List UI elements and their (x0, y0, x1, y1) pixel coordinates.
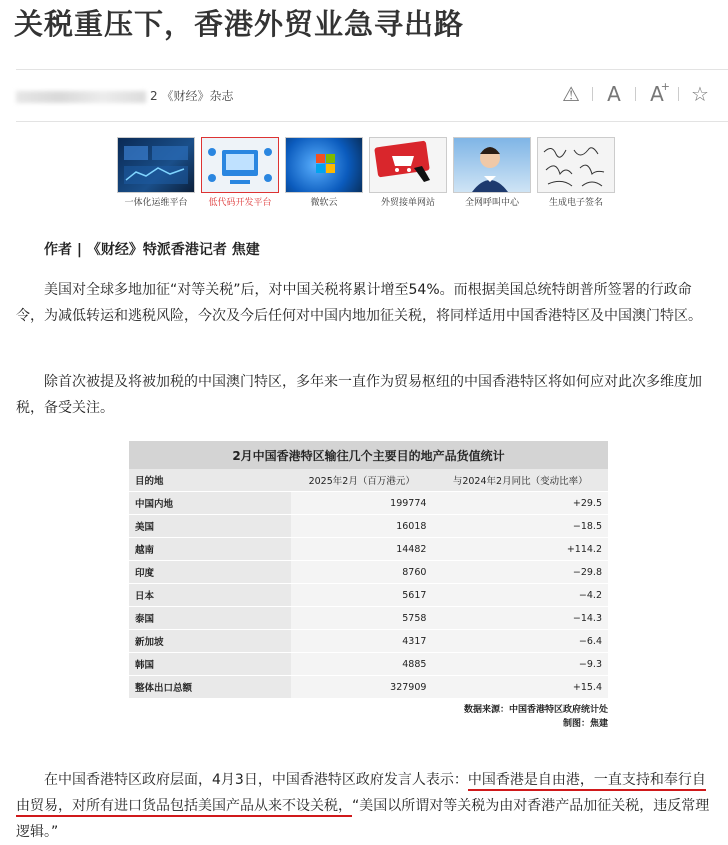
article-toolbar (556, 82, 715, 106)
row-change: +15.4 (432, 676, 608, 699)
blurred-author (16, 91, 146, 103)
data-source-note: 数据来源：中国香港特区政府统计处 (463, 705, 608, 715)
byline: 作者 | 《财经》特派香港记者 焦建 (44, 242, 260, 258)
row-destination: 新加坡 (129, 630, 291, 653)
ad-thumb-ops[interactable] (117, 137, 195, 208)
table-row (129, 653, 608, 676)
paragraph-3-intro: 在中国香港特区政府层面，4月3日，中国香港特区政府发言人表示： (44, 772, 468, 788)
export-stats-table (129, 441, 608, 699)
ad-thumb-caption: 生成电子签名 (548, 198, 603, 208)
signature-image (537, 137, 615, 193)
row-change: +114.2 (432, 538, 608, 561)
font-decrease-button[interactable] (599, 82, 629, 106)
column-header: 目的地 (129, 469, 291, 492)
row-destination: 日本 (129, 584, 291, 607)
row-destination: 整体出口总额 (129, 676, 291, 699)
ad-thumb-caption: 一体化运维平台 (124, 198, 188, 208)
row-change: −14.3 (432, 607, 608, 630)
toolbar-separator (678, 87, 679, 101)
row-destination: 印度 (129, 561, 291, 584)
row-value: 14482 (291, 538, 432, 561)
column-header: 与2024年2月同比（变动比率） (432, 469, 608, 492)
row-destination: 中国内地 (129, 492, 291, 515)
row-destination: 泰国 (129, 607, 291, 630)
ad-thumbnail-strip (117, 137, 615, 208)
row-value: 4885 (291, 653, 432, 676)
row-destination: 韩国 (129, 653, 291, 676)
toolbar-separator (592, 87, 593, 101)
row-value: 199774 (291, 492, 432, 515)
dashboard-image (117, 137, 195, 193)
ad-thumb-trade[interactable] (369, 137, 447, 208)
table-caption: 2月中国香港特区输往几个主要目的地产品货值统计 (129, 441, 608, 469)
row-change: −9.3 (432, 653, 608, 676)
font-large-icon: A (650, 82, 664, 106)
export-stats-figure (129, 441, 608, 731)
favorite-star-icon[interactable]: ☆ (691, 82, 709, 106)
ad-thumb-azure[interactable] (285, 137, 363, 208)
ad-thumb-esign[interactable] (537, 137, 615, 208)
article-meta (16, 87, 233, 104)
lowcode-image (201, 137, 279, 193)
paragraph-1: 美国对全球多地加征“对等关税”后，对中国关税将累计增至54%。而根据美国总统特朗普所签署的行政命令，为减低转运和逃税风险，今次及今后任何对中国内地加征关税，将同样适用中国香港特区及中国澳门特区。 (16, 282, 702, 324)
font-small-icon: A (607, 82, 621, 106)
ad-thumb-caption: 微软云 (310, 198, 338, 208)
table-row (129, 630, 608, 653)
table-source (129, 703, 608, 731)
meta-divider (16, 121, 728, 122)
ad-thumb-caption: 外贸接单网站 (380, 198, 435, 208)
table-header-row (129, 469, 608, 492)
font-increase-button[interactable] (642, 82, 672, 106)
row-destination: 美国 (129, 515, 291, 538)
paragraph-2: 除首次被提及将被加税的中国澳门特区，多年来一直作为贸易枢纽的中国香港特区将如何应对此次多维度加税，备受关注。 (16, 374, 702, 416)
table-row (129, 584, 608, 607)
row-change: −6.4 (432, 630, 608, 653)
table-row (129, 538, 608, 561)
ad-thumb-caption: 低代码开发平台 (208, 198, 272, 208)
underlined-quote-part2: 奉行自由贸易，对所有进口货品包括美国产品从来不设关税， (16, 772, 706, 817)
row-value: 5617 (291, 584, 432, 607)
ad-thumb-caption: 全网呼叫中心 (464, 198, 519, 208)
windows-logo-image (285, 137, 363, 193)
call-agent-image (453, 137, 531, 193)
article-title: 关税重压下，香港外贸业急寻出路 (14, 7, 465, 41)
row-change: −18.5 (432, 515, 608, 538)
row-value: 16018 (291, 515, 432, 538)
row-value: 4317 (291, 630, 432, 653)
table-row (129, 515, 608, 538)
title-divider (16, 69, 728, 70)
column-header: 2025年2月（百万港元） (291, 469, 432, 492)
plus-icon: + (660, 80, 670, 93)
row-change: +29.5 (432, 492, 608, 515)
ad-thumb-lowcode[interactable] (201, 137, 279, 208)
chart-maker-note: 制图：焦建 (562, 719, 608, 729)
underlined-quote-part1: 中国香港是自由港，一直支持和 (468, 772, 664, 791)
ad-thumb-callcenter[interactable] (453, 137, 531, 208)
source-label: 2 《财经》杂志 (150, 89, 234, 103)
row-change: −4.2 (432, 584, 608, 607)
table-row (129, 607, 608, 630)
row-value: 327909 (291, 676, 432, 699)
row-change: −29.8 (432, 561, 608, 584)
report-warning-icon[interactable]: ⚠ (562, 82, 580, 106)
paragraph-3 (16, 767, 716, 845)
table-row (129, 676, 608, 699)
row-destination: 越南 (129, 538, 291, 561)
paragraph-3-quote: “美国以所谓对等关税为由对香港产品加征 (352, 798, 612, 814)
row-value: 5758 (291, 607, 432, 630)
toolbar-separator (635, 87, 636, 101)
row-value: 8760 (291, 561, 432, 584)
paragraph-3-end: 关税，违反常理逻辑。” (16, 798, 710, 840)
table-row (129, 561, 608, 584)
shopping-cart-image (369, 137, 447, 193)
table-row (129, 492, 608, 515)
